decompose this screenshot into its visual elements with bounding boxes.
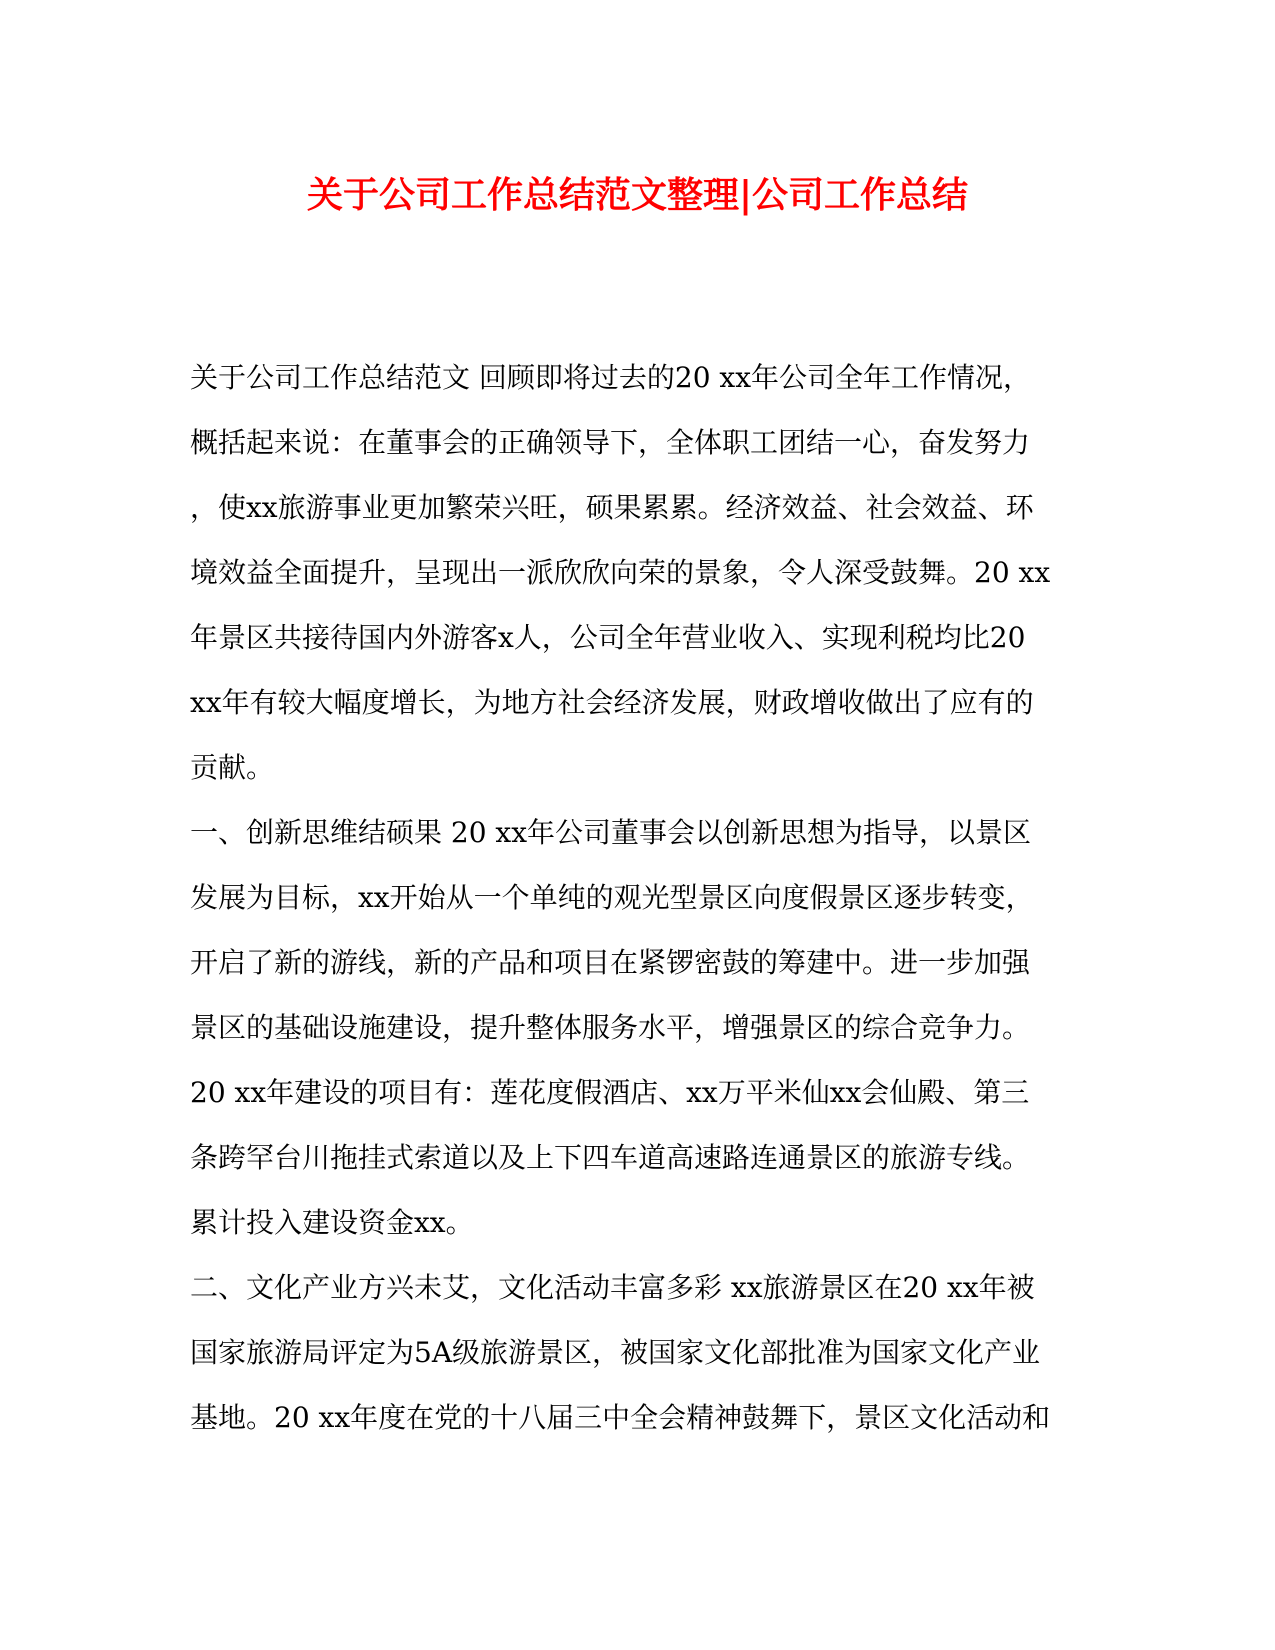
body-line: 发展为目标，xx开始从一个单纯的观光型景区向度假景区逐步转变，	[190, 881, 1034, 914]
body-line: 概括起来说：在董事会的正确领导下，全体职工团结一心，奋发努力	[190, 426, 1031, 459]
body-line: 累计投入建设资金xx。	[190, 1206, 474, 1239]
body-line: 条跨罕台川拖挂式索道以及上下四车道高速路连通景区的旅游专线。	[190, 1141, 1031, 1174]
body-line: 境效益全面提升，呈现出一派欣欣向荣的景象，令人深受鼓舞。20 xx	[190, 556, 1051, 589]
body-line: 关于公司工作总结范文 回顾即将过去的20 xx年公司全年工作情况，	[190, 361, 1032, 394]
body-line: ，使xx旅游事业更加繁荣兴旺，硕果累累。经济效益、社会效益、环	[190, 491, 1034, 524]
body-line: 一、创新思维结硕果 20 xx年公司董事会以创新思想为指导，以景区	[190, 816, 1032, 849]
body-line: 国家旅游局评定为5A级旅游景区，被国家文化部批准为国家文化产业	[190, 1336, 1041, 1369]
body-line: 基地。20 xx年度在党的十八届三中全会精神鼓舞下，景区文化活动和	[190, 1401, 1051, 1434]
document-title: 关于公司工作总结范文整理|公司工作总结	[306, 174, 969, 216]
body-line: 景区的基础设施建设，提升整体服务水平，增强景区的综合竞争力。	[190, 1011, 1031, 1044]
document-body	[190, 345, 1090, 1450]
body-line: xx年有较大幅度增长，为地方社会经济发展，财政增收做出了应有的	[190, 686, 1034, 719]
body-line: 贡献。	[190, 751, 275, 784]
body-line: 年景区共接待国内外游客x人，公司全年营业收入、实现利税均比20	[190, 621, 1026, 654]
body-line: 开启了新的游线，新的产品和项目在紧锣密鼓的筹建中。进一步加强	[190, 946, 1031, 979]
body-line: 二、文化产业方兴未艾，文化活动丰富多彩 xx旅游景区在20 xx年被	[190, 1271, 1035, 1304]
body-line: 20 xx年建设的项目有：莲花度假酒店、xx万平米仙xx会仙殿、第三	[190, 1076, 1030, 1109]
